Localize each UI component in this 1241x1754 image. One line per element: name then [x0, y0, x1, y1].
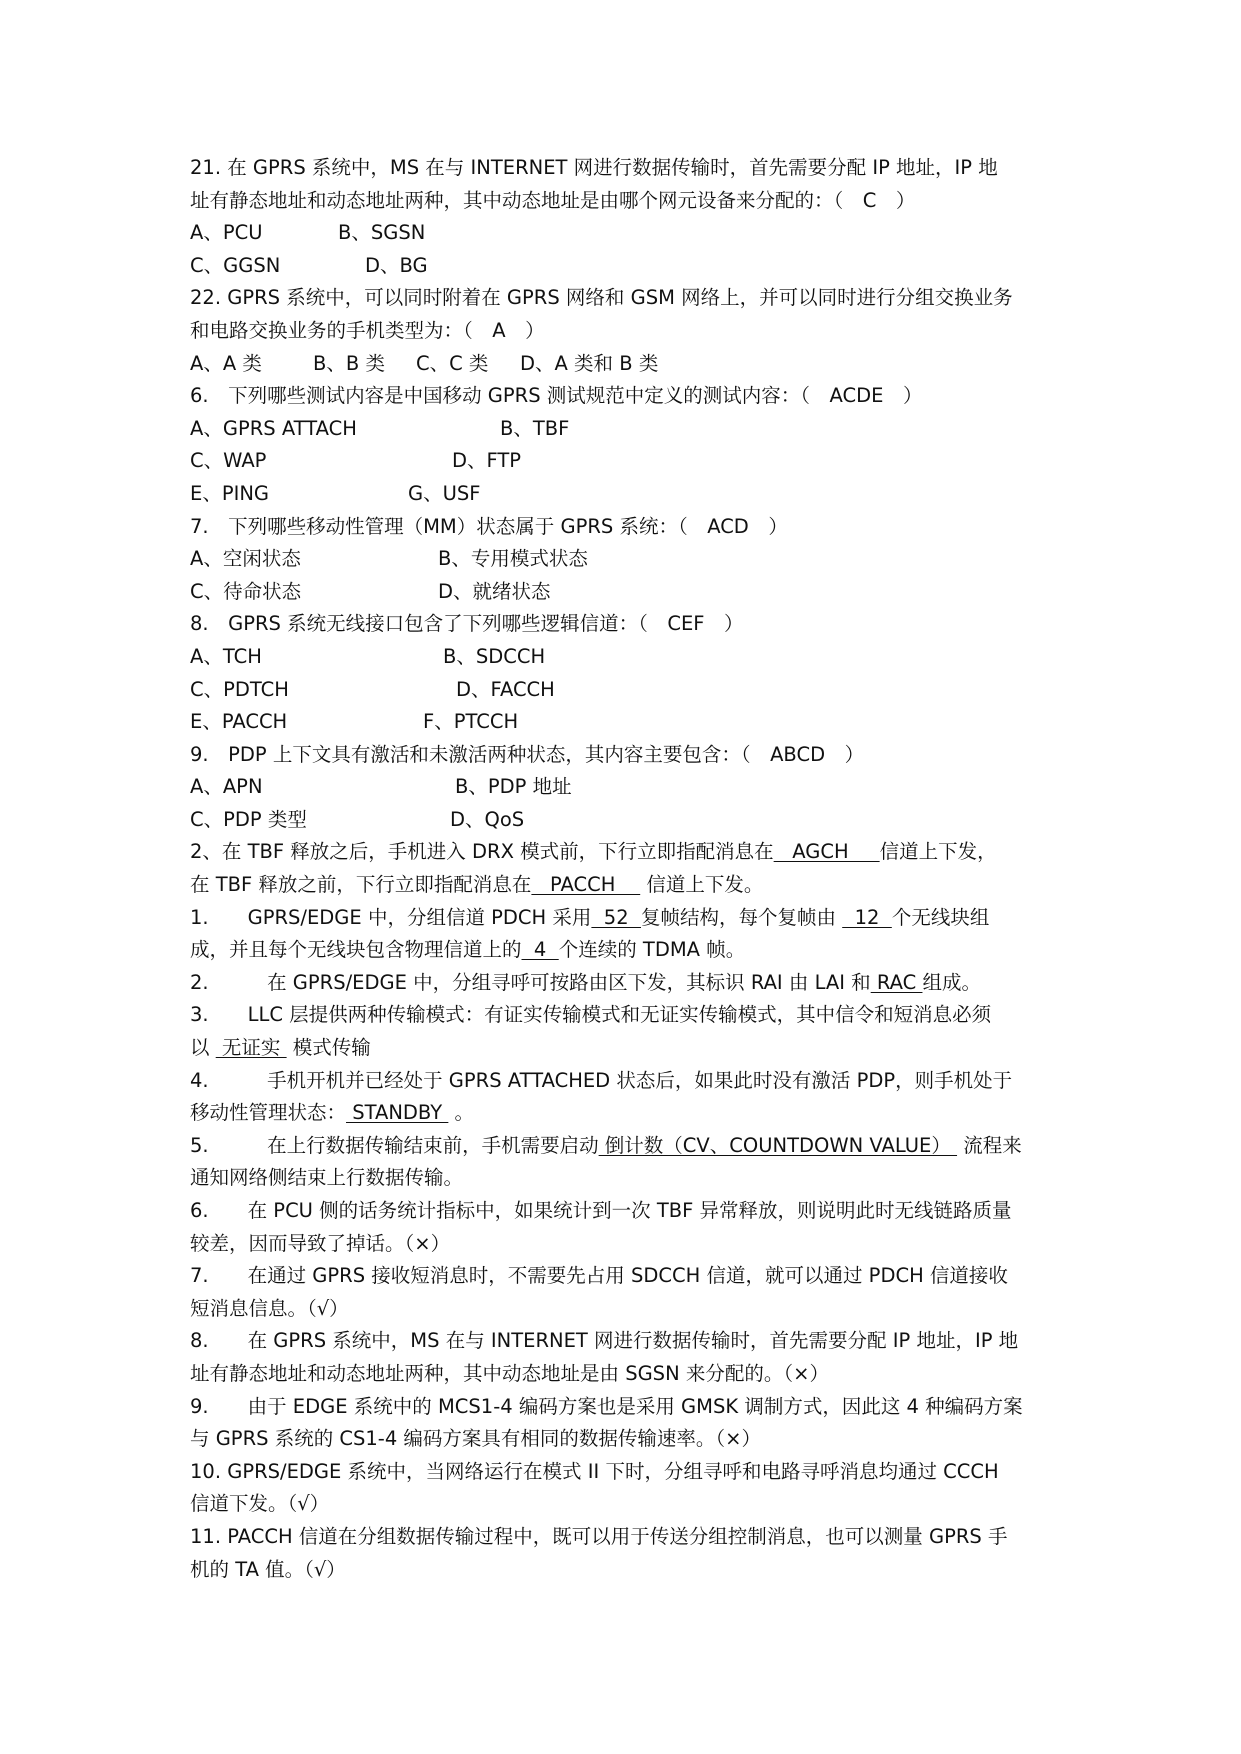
fill-rac-text-b: 组成。 — [922, 970, 981, 994]
fill-1-text-b: 复帧结构，每个复帧由 — [641, 905, 843, 929]
fill-rac-text-a: 2. 在 GPRS/EDGE 中，分组寻呼可按路由区下发，其标识 RAI 由 LAI 和 — [190, 970, 871, 994]
fill-1-blank-52: 52 — [591, 905, 641, 929]
q22-option-b: B、B 类 — [313, 351, 385, 375]
fill-1-text-e: 个连续的 TDMA 帧。 — [558, 938, 746, 962]
m9-option-a: A、APN — [190, 775, 263, 799]
fill-rac-line — [190, 967, 1070, 1000]
m8-option-f: F、PTCCH — [423, 710, 519, 734]
m6-option-b: B、TBF — [500, 416, 570, 440]
question-list — [190, 152, 1070, 1586]
m9-option-b: B、PDP 地址 — [455, 775, 572, 799]
m6-options-row-1 — [190, 413, 1070, 446]
m8-option-e: E、PACCH — [190, 710, 288, 734]
fill-2-text-a: 2、在 TBF 释放之后，手机进入 DRX 模式前，下行立即指配消息在 — [190, 840, 774, 864]
fill-standby-line-2 — [190, 1097, 1070, 1130]
m6-options-row-2 — [190, 445, 1070, 478]
fill-standby-text-b: 移动性管理状态： — [190, 1101, 347, 1125]
fill-cv-line-1 — [190, 1130, 1070, 1163]
q22-option-c: C、C 类 — [416, 351, 489, 375]
fill-1-blank-4: 4 — [521, 938, 559, 962]
fill-cv-blank: 倒计数（CV、COUNTDOWN VALUE） — [598, 1133, 958, 1157]
fill-2-line-1 — [190, 836, 1070, 869]
m9-options-row-2 — [190, 804, 1070, 837]
fill-1-text-c: 个无线块组 — [891, 905, 990, 929]
fill-2-blank-pacch: PACCH — [531, 873, 641, 897]
m6-option-g: G、USF — [408, 481, 481, 505]
m8-options-row-2 — [190, 674, 1070, 707]
fill-llc-line-1: 3. LLC 层提供两种传输模式：有证实传输模式和无证实传输模式，其中信令和短消息必须 — [190, 1003, 992, 1027]
m9-option-d: D、QoS — [450, 807, 525, 831]
q21-option-b: B、SGSN — [338, 221, 426, 245]
fill-1-blank-12: 12 — [842, 905, 892, 929]
fill-2-line-2 — [190, 869, 1070, 902]
fill-cv-text-a: 5. 在上行数据传输结束前，手机需要启动 — [190, 1133, 599, 1157]
fill-llc-blank: 无证实 — [215, 1036, 287, 1060]
q21-option-c: C、GGSN — [190, 253, 281, 277]
fill-standby-text-c: 。 — [448, 1101, 475, 1125]
m7-line-1: 7. 下列哪些移动性管理（MM）状态属于 GPRS 系统：（ ACD ） — [190, 514, 788, 538]
tf-11-line-1: 11. PACCH 信道在分组数据传输过程中，既可以用于传送分组控制消息，也可以测量 GPRS 手 — [190, 1524, 1008, 1548]
m9-line-1: 9. PDP 上下文具有激活和未激活两种状态，其内容主要包含：（ ABCD ） — [190, 742, 865, 766]
tf-10-line-2: 信道下发。（√） — [190, 1492, 330, 1516]
fill-2-text-b: 信道上下发， — [879, 840, 997, 864]
m6-option-c: C、WAP — [190, 449, 267, 473]
tf-6-line-1: 6. 在 PCU 侧的话务统计指标中，如果统计到一次 TBF 异常释放，则说明此时无线链路质量 — [190, 1199, 1012, 1222]
m8-option-c: C、PDTCH — [190, 677, 289, 701]
q21-option-a: A、PCU — [190, 221, 263, 245]
tf-9-line-2: 与 GPRS 系统的 CS1-4 编码方案具有相同的数据传输速率。（×） — [190, 1427, 762, 1451]
fill-2-text-d: 信道上下发。 — [640, 873, 764, 897]
m7-option-b: B、专用模式状态 — [438, 547, 588, 571]
fill-llc-text-c: 模式传输 — [286, 1036, 371, 1060]
fill-cv-text-b: 流程来 — [957, 1133, 1022, 1157]
m8-options-row-3 — [190, 706, 1070, 739]
m8-options-row-1 — [190, 641, 1070, 674]
q21-options-row-1 — [190, 217, 1070, 250]
fill-standby-line-1: 4. 手机开机并已经处于 GPRS ATTACHED 状态后，如果此时没有激活 PDP，则手机处于 — [190, 1068, 1013, 1092]
fill-llc-text-b: 以 — [190, 1036, 216, 1060]
q21-option-d: D、BG — [365, 253, 428, 277]
tf-7-line-2: 短消息信息。（√） — [190, 1296, 349, 1320]
m7-options-row-2 — [190, 576, 1070, 609]
fill-llc-line-2 — [190, 1032, 1070, 1065]
m7-option-a: A、空闲状态 — [190, 547, 301, 571]
fill-standby-blank: STANDBY — [346, 1101, 449, 1125]
tf-10-line-1: 10. GPRS/EDGE 系统中，当网络运行在模式 II 下时，分组寻呼和电路寻呼消息均通过 CCCH — [190, 1459, 999, 1483]
q22-option-d: D、A 类和 B 类 — [520, 351, 659, 375]
m8-option-b: B、SDCCH — [443, 644, 546, 668]
q22-option-a: A、A 类 — [190, 351, 262, 375]
tf-11-line-2: 机的 TA 值。（√） — [190, 1557, 346, 1581]
m7-options-row-1 — [190, 543, 1070, 576]
m6-line-1: 6. 下列哪些测试内容是中国移动 GPRS 测试规范中定义的测试内容：（ ACDE ） — [190, 384, 923, 408]
m9-option-c: C、PDP 类型 — [190, 807, 307, 831]
q21-line-2: 址有静态地址和动态地址两种，其中动态地址是由哪个网元设备来分配的：（ C ） — [190, 188, 916, 212]
fill-2-blank-agch: AGCH — [773, 840, 880, 864]
tf-8-line-2: 址有静态地址和动态地址两种，其中动态地址是由 SGSN 来分配的。（×） — [190, 1361, 829, 1385]
m9-options-row-1 — [190, 771, 1070, 804]
tf-9-line-1: 9. 由于 EDGE 系统中的 MCS1-4 编码方案也是采用 GMSK 调制方式，因此这 4 种编码方案 — [190, 1394, 1023, 1418]
q22-options-row — [190, 348, 1070, 381]
m6-option-a: A、GPRS ATTACH — [190, 416, 357, 440]
q22-line-2: 和电路交换业务的手机类型为：（ A ） — [190, 318, 545, 342]
m8-option-a: A、TCH — [190, 644, 262, 668]
fill-1-text-d: 成，并且每个无线块包含物理信道上的 — [190, 938, 522, 962]
fill-1-line-2 — [190, 934, 1070, 967]
tf-6-line-2: 较差，因而导致了掉话。（×） — [190, 1231, 451, 1255]
m6-options-row-3 — [190, 478, 1070, 511]
q21-line-1: 21. 在 GPRS 系统中，MS 在与 INTERNET 网进行数据传输时，首先需要分配 IP 地址，IP 地 — [190, 156, 998, 179]
m7-option-c: C、待命状态 — [190, 579, 302, 603]
fill-2-text-c: 在 TBF 释放之前，下行立即指配消息在 — [190, 873, 532, 897]
tf-8-line-1: 8. 在 GPRS 系统中，MS 在与 INTERNET 网进行数据传输时，首先需要分配 IP 地址，IP 地 — [190, 1329, 1019, 1353]
fill-1-line-1 — [190, 902, 1070, 935]
m8-option-d: D、FACCH — [456, 677, 555, 701]
m8-line-1: 8. GPRS 系统无线接口包含了下列哪些逻辑信道：（ CEF ） — [190, 612, 744, 636]
q21-options-row-2 — [190, 250, 1070, 283]
fill-cv-line-2: 通知网络侧结束上行数据传输。 — [190, 1166, 464, 1190]
m6-option-e: E、PING — [190, 481, 270, 505]
tf-7-line-1: 7. 在通过 GPRS 接收短消息时，不需要先占用 SDCCH 信道，就可以通过 PDCH 信道接收 — [190, 1264, 1008, 1288]
fill-1-text-a: 1. GPRS/EDGE 中，分组信道 PDCH 采用 — [190, 905, 592, 929]
m6-option-d: D、FTP — [452, 449, 522, 473]
q22-line-1: 22. GPRS 系统中，可以同时附着在 GPRS 网络和 GSM 网络上，并可以同时进行分组交换业务 — [190, 286, 1013, 310]
fill-rac-blank: RAC — [870, 970, 923, 994]
m7-option-d: D、就绪状态 — [438, 579, 551, 603]
